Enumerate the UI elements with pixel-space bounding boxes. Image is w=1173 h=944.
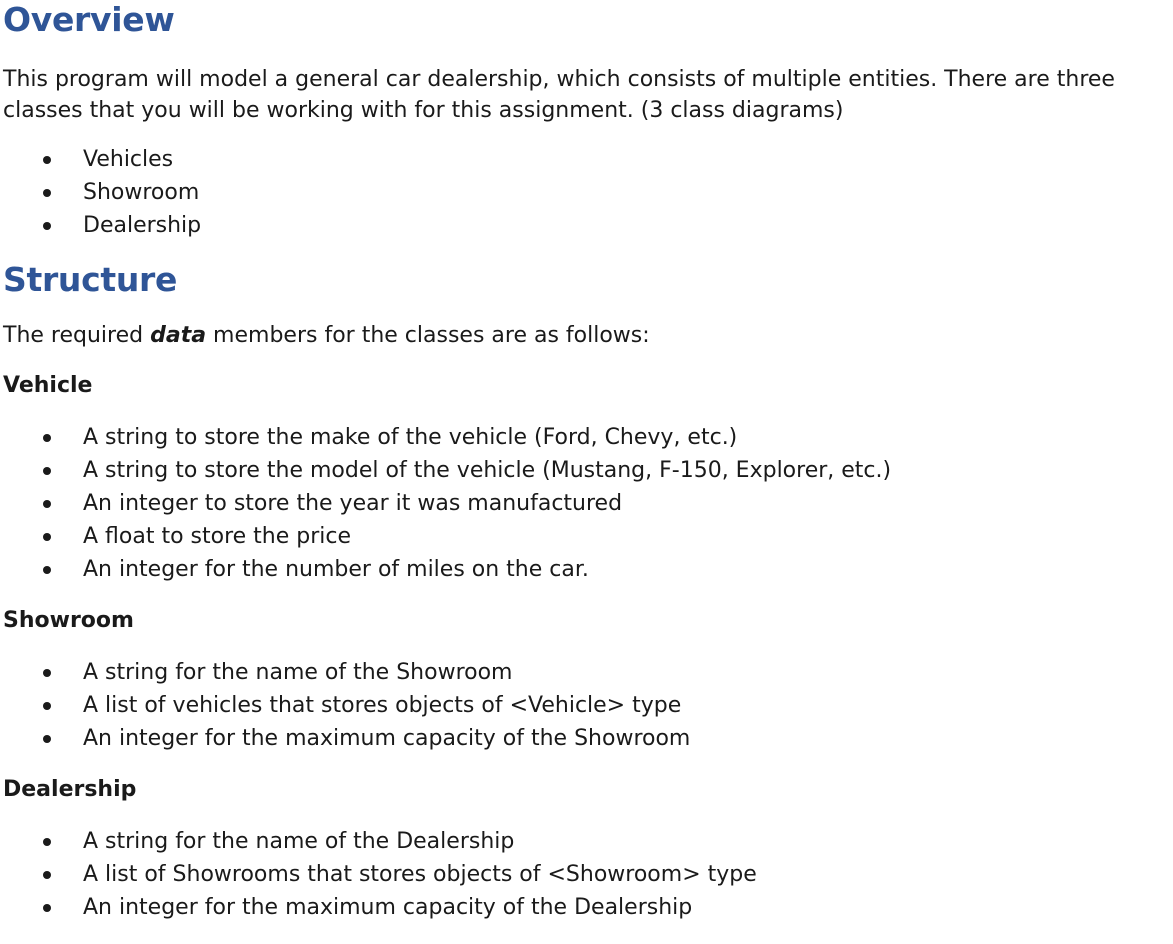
list-item [3,454,1173,487]
structure-heading: Structure [3,260,178,299]
overview-list [3,143,1173,242]
bullet-icon [43,904,51,912]
class-member-list [3,656,1173,755]
list-item-text: Vehicles [83,147,174,172]
list-item [3,858,1173,891]
list-item-text: Dealership [83,213,202,238]
bullet-icon [43,669,51,677]
list-item [3,209,1173,242]
bullet-icon [43,735,51,743]
list-item-text: An integer for the maximum capacity of the Dealership [83,895,693,920]
overview-intro: This program will model a general car dealership, which consists of multiple entities. There are three classes that you will be working with for this assignment. (3 class diagrams) [3,67,1115,123]
list-item [3,487,1173,520]
list-item [3,520,1173,553]
class-section-showroom [3,606,1173,755]
list-item-text: A string for the name of the Dealership [83,829,515,854]
list-item [3,176,1173,209]
class-member-list [3,421,1173,586]
structure-intro-emphasis: data [150,323,207,348]
list-item-text: An integer for the number of miles on the car. [83,557,589,582]
bullet-icon [43,702,51,710]
list-item [3,143,1173,176]
list-item [3,656,1173,689]
list-item-text: An integer for the maximum capacity of the Showroom [83,726,691,751]
class-heading-vehicle: Vehicle [3,373,93,398]
list-item [3,553,1173,586]
list-item-text: A string to store the make of the vehicle (Ford, Chevy, etc.) [83,425,738,450]
list-item-text: Showroom [83,180,200,205]
list-item-text: A float to store the price [83,524,352,549]
bullet-icon [43,467,51,475]
class-member-list [3,825,1173,924]
list-item [3,891,1173,924]
bullet-icon [43,566,51,574]
list-item-text: A list of Showrooms that stores objects of <Showroom> type [83,862,757,887]
list-item-text: A list of vehicles that stores objects of <Vehicle> type [83,693,682,718]
bullet-icon [43,871,51,879]
class-heading-dealership: Dealership [3,777,137,802]
bullet-icon [43,189,51,197]
overview-heading: Overview [3,0,175,39]
class-section-vehicle [3,371,1173,586]
list-item [3,722,1173,755]
structure-intro [3,320,1173,351]
list-item-text: A string to store the model of the vehicle (Mustang, F-150, Explorer, etc.) [83,458,892,483]
bullet-icon [43,500,51,508]
bullet-icon [43,533,51,541]
bullet-icon [43,222,51,230]
bullet-icon [43,838,51,846]
class-heading-showroom: Showroom [3,608,134,633]
structure-intro-prefix: The required [3,323,151,348]
list-item [3,689,1173,722]
list-item-text: A string for the name of the Showroom [83,660,513,685]
list-item [3,825,1173,858]
structure-intro-suffix: members for the classes are as follows: [206,323,650,348]
bullet-icon [43,156,51,164]
list-item [3,421,1173,454]
bullet-icon [43,434,51,442]
list-item-text: An integer to store the year it was manufactured [83,491,623,516]
class-section-dealership [3,775,1173,924]
